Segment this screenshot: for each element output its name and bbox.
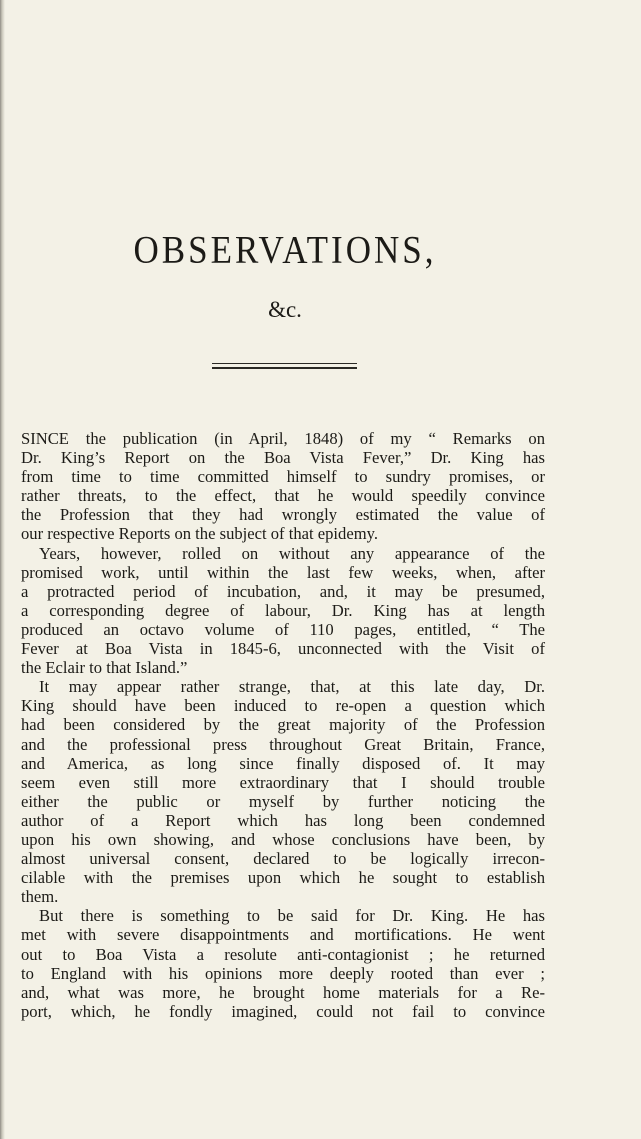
text-line: to England with his opinions more deeply rooted than ever ; xyxy=(21,963,545,983)
text-line: promised work, until within the last few weeks, when, after xyxy=(21,562,545,582)
text-line: But there is something to be said for Dr. King. He has xyxy=(39,906,545,926)
text-line: Dr. King’s Report on the Boa Vista Fever,” Dr. King has xyxy=(21,448,545,468)
text-line: It may appear rather strange, that, at this late day, Dr. xyxy=(39,677,545,697)
text-line: our respective Reports on the subject of that epidemy. xyxy=(21,524,378,544)
text-line: SINCE the publication (in April, 1848) of my “ Remarks on xyxy=(21,429,545,448)
divider-thin-line xyxy=(212,363,357,364)
text-line: King should have been induced to re-open a question which xyxy=(21,696,545,716)
text-line: Years, however, rolled on without any appearance of the xyxy=(39,543,545,563)
text-line: them. xyxy=(21,887,59,907)
page-binding-edge xyxy=(0,0,5,1139)
text-line: cilable with the premises upon which he sought to establish xyxy=(21,868,545,888)
body-text xyxy=(21,429,545,1021)
text-line: the Eclair to that Island.” xyxy=(21,658,188,678)
text-line: out to Boa Vista a resolute anti-contagionist ; he returned xyxy=(21,944,545,964)
text-line: a protracted period of incubation, and, it may be presumed, xyxy=(21,581,545,601)
text-line: the Profession that they had wrongly estimated the value of xyxy=(21,505,545,525)
divider-thick-line xyxy=(212,367,357,369)
text-line: and the professional press throughout Great Britain, France, xyxy=(21,734,545,754)
text-line: almost universal consent, declared to be logically irrecon- xyxy=(21,849,545,869)
text-line: and America, as long since finally disposed of. It may xyxy=(21,753,545,773)
text-line: and, what was more, he brought home materials for a Re- xyxy=(21,982,545,1002)
text-line: seem even still more extraordinary that I should trouble xyxy=(21,772,545,792)
text-line: upon his own showing, and whose conclusions have been, by xyxy=(21,829,545,849)
page-subtitle: &c. xyxy=(268,297,302,322)
section-divider xyxy=(212,363,357,369)
text-line: a corresponding degree of labour, Dr. King has at length xyxy=(21,600,545,620)
text-line: met with severe disappointments and mortifications. He went xyxy=(21,925,545,945)
text-line: from time to time committed himself to sundry promises, or xyxy=(21,467,545,487)
text-line: author of a Report which has long been condemned xyxy=(21,810,545,830)
text-line: rather threats, to the effect, that he would speedily convince xyxy=(21,486,545,506)
text-line: had been considered by the great majority of the Profession xyxy=(21,715,545,735)
text-line: either the public or myself by further noticing the xyxy=(21,791,545,811)
text-line: port, which, he fondly imagined, could not fail to convince xyxy=(21,1001,545,1021)
text-line: Fever at Boa Vista in 1845-6, unconnected with the Visit of xyxy=(21,639,545,659)
page-title: OBSERVATIONS, xyxy=(133,227,437,272)
text-line: produced an octavo volume of 110 pages, entitled, “ The xyxy=(21,619,545,639)
